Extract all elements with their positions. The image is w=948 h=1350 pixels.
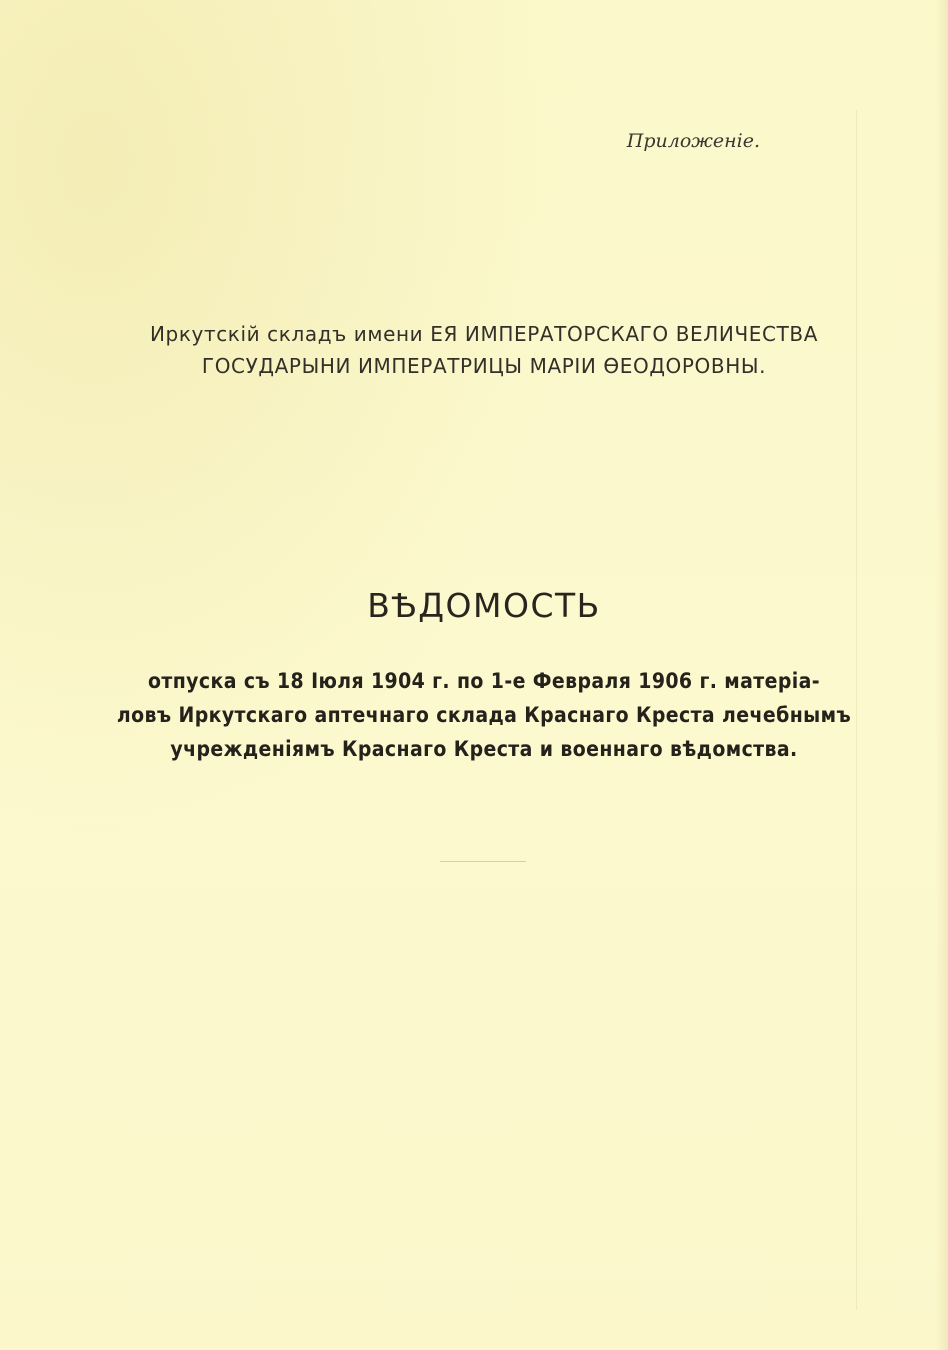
subtitle-line-3: учрежденiямъ Краснаго Креста и военнаго вѣдомства.: [170, 737, 798, 761]
institution-heading-line-2: ГОСУДАРЫНИ ИМПЕРАТРИЦЫ МАРIИ ѲЕОДОРОВНЫ.: [201, 354, 767, 378]
separator-rule: [440, 861, 526, 862]
institution-heading-line-1: Иркутскiй складъ имени ЕЯ ИМПЕРАТОРСКАГО ВЕЛИЧЕСТВА: [149, 322, 819, 346]
document-subtitle: [100, 664, 868, 766]
subtitle-line-1: отпуска съ 18 Iюля 1904 г. по 1-е Февраля 1906 г. матерiа-: [147, 669, 821, 693]
document-title: ВѢДОМОСТЬ: [367, 586, 601, 625]
page-edge-shadow: [936, 0, 948, 1350]
institution-heading: [120, 318, 848, 382]
appendix-label: Приложенiе.: [626, 130, 760, 152]
subtitle-line-2: ловъ Иркутскаго аптечнаго склада Краснаго Креста лечебнымъ: [116, 703, 852, 727]
